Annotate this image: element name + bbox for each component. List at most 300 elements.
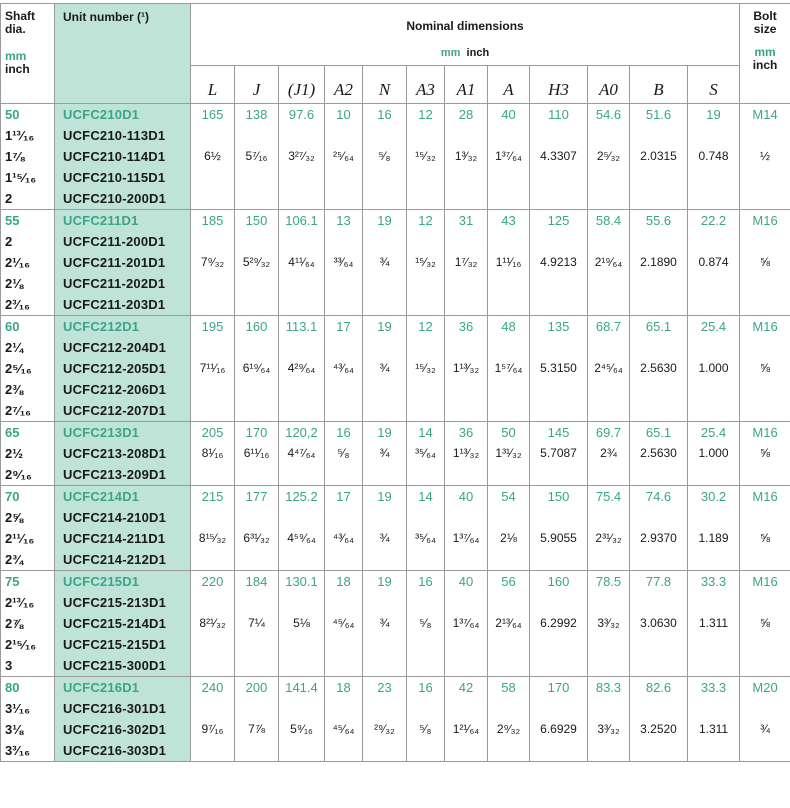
dimension-inch-value: 5.9055 (540, 531, 577, 545)
shaft-inch-value: 2⁹⁄₁₆ (5, 467, 32, 482)
dimension-cell (407, 104, 445, 210)
dimension-cell (630, 316, 688, 422)
dimension-inch-value: 2¹⁹⁄₆₄ (594, 255, 623, 269)
dimension-inch-value: 3.0630 (640, 616, 677, 630)
shaft-dia-cell (1, 571, 55, 677)
bolt-inch-value: ½ (760, 149, 771, 163)
unit-inch-value: UCFC213-209D1 (63, 467, 167, 482)
dimension-inch-value: 1³⁷⁄₆₄ (495, 149, 522, 163)
unit-inch-value: UCFC216-302D1 (63, 722, 167, 737)
dimension-cell (363, 422, 407, 486)
unit-group-row (1, 677, 790, 762)
shaft-mm-value: 55 (5, 213, 20, 228)
dimension-inch-value: 7¹¹⁄₁₆ (199, 361, 226, 375)
dimension-inch-value: 3²⁷⁄₃₂ (288, 149, 315, 163)
column-header: A2 (325, 66, 363, 104)
dimension-inch-value: 6½ (204, 149, 221, 163)
dimension-mm-value: 40 (458, 574, 474, 589)
unit-mm-value: UCFC216D1 (63, 680, 140, 695)
dimension-cell (445, 677, 488, 762)
dimension-cell (588, 677, 630, 762)
dimension-inch-value: ⁴⁵⁄₆₄ (332, 616, 355, 630)
dimension-cell (445, 571, 488, 677)
dimension-inch-value: 6³¹⁄₃₂ (243, 531, 270, 545)
dimension-mm-value: 18 (336, 680, 351, 695)
dimension-mm-value: 120,2 (285, 425, 318, 440)
dimension-cell (235, 422, 279, 486)
dimension-cell (191, 677, 235, 762)
unit-inch-value: UCFC214-212D1 (63, 552, 167, 567)
dimension-mm-value: 12 (418, 213, 433, 228)
dimension-mm-value: 220 (201, 574, 224, 589)
dimension-cell (445, 316, 488, 422)
shaft-dia-cell (1, 486, 55, 571)
dimension-inch-value: 2³¹⁄₃₂ (595, 531, 622, 545)
dimension-mm-value: 13 (336, 213, 351, 228)
unit-number-cell (55, 677, 191, 762)
dimension-mm-value: 240 (201, 680, 224, 695)
unit-mm-value: UCFC211D1 (63, 213, 139, 228)
bolt-inch-label: inch (752, 58, 778, 72)
dimension-mm-value: 106.1 (285, 213, 318, 228)
unit-number-header (55, 4, 191, 104)
shaft-mm-label: mm (5, 49, 27, 63)
dimension-cell (325, 677, 363, 762)
shaft-inch-value: 2⅞ (5, 616, 24, 631)
dimension-cell (279, 316, 325, 422)
unit-inch-value: UCFC211-201D1 (63, 255, 166, 270)
dimension-cell (488, 486, 530, 571)
dimension-inch-value: 5⁷⁄₁₆ (245, 149, 268, 163)
dimension-inch-value: 5.3150 (540, 361, 577, 375)
unit-inch-value: UCFC215-300D1 (63, 658, 167, 673)
dimension-mm-value: 58.4 (595, 213, 622, 228)
dimension-inch-value: ¹⁵⁄₃₂ (415, 255, 436, 269)
dimension-cell (235, 677, 279, 762)
shaft-inch-value: 2⅜ (5, 382, 24, 397)
bolt-size-cell (740, 316, 790, 422)
dimension-cell (279, 486, 325, 571)
dimension-cell (688, 486, 740, 571)
dimension-mm-value: 19 (377, 489, 392, 504)
dimension-inch-value: ¾ (379, 255, 390, 269)
unit-group-row (1, 316, 790, 422)
bolt-inch-value: ⅝ (760, 446, 771, 460)
dimension-inch-value: 8¹⁵⁄₃₂ (198, 531, 227, 545)
dimension-mm-value: 40 (458, 489, 474, 504)
dimension-mm-value: 150 (245, 213, 268, 228)
dimension-inch-value: 3³⁄₃₂ (597, 616, 620, 630)
dimension-mm-value: 141.4 (285, 680, 318, 695)
dimension-mm-value: 75.4 (595, 489, 622, 504)
dimension-inch-value: 1.189 (698, 531, 729, 545)
bolt-size-cell (740, 571, 790, 677)
shaft-inch-value: 2⁵⁄₁₆ (5, 361, 32, 376)
dimension-mm-value: 16 (377, 107, 392, 122)
dimension-inch-value: 2¾ (600, 446, 617, 460)
dimension-inch-value: 4¹¹⁄₆₄ (288, 255, 315, 269)
shaft-dia-cell (1, 210, 55, 316)
dimension-cell (488, 422, 530, 486)
dimension-inch-value: ⁴³⁄₆₄ (333, 361, 354, 375)
unit-mm-value: UCFC210D1 (63, 107, 140, 122)
dimension-mm-value: 55.6 (645, 213, 672, 228)
shaft-inch-value: 3⅛ (5, 722, 24, 737)
unit-inch-value: UCFC210-113D1 (63, 128, 166, 143)
dimension-mm-value: 97.6 (288, 107, 315, 122)
dimension-mm-value: 36 (458, 319, 474, 334)
dimension-mm-value: 50 (501, 425, 516, 440)
shaft-inch-value: 3 (5, 658, 13, 673)
dimension-inch-value: 8²¹⁄₃₂ (199, 616, 226, 630)
unit-inch-value: UCFC210-200D1 (63, 191, 167, 206)
dimension-inch-value: 2.0315 (640, 149, 677, 163)
dimension-inch-value: 0.748 (698, 149, 729, 163)
units-mm-label: mm (440, 46, 461, 59)
dimension-mm-value: 170 (547, 680, 570, 695)
dimension-mm-value: 17 (336, 489, 351, 504)
dimension-mm-value: 110 (548, 107, 569, 122)
dimension-inch-value: 1³¹⁄₃₂ (495, 446, 522, 460)
dimension-inch-value: 1³⁷⁄₆₄ (452, 531, 480, 545)
dimension-cell (445, 486, 488, 571)
dimension-inch-value: 2⁵⁄₃₂ (596, 149, 621, 163)
bolt-size-cell (740, 486, 790, 571)
dimension-cell (630, 210, 688, 316)
dimension-cell (630, 571, 688, 677)
dimension-cell (588, 316, 630, 422)
dimension-cell (325, 316, 363, 422)
dimension-mm-value: 78.5 (595, 574, 622, 589)
bolt-mm-value: M16 (752, 319, 778, 334)
dimension-inch-value: 0.874 (698, 255, 729, 269)
dimension-mm-value: 138 (245, 107, 268, 122)
dimension-cell (530, 422, 588, 486)
dimension-mm-value: 19 (377, 213, 392, 228)
shaft-inch-value: 2¹⁄₁₆ (5, 255, 31, 270)
column-header: A0 (588, 66, 630, 104)
dimension-mm-value: 23 (377, 680, 392, 695)
dimension-cell (488, 316, 530, 422)
dimension-cell (630, 422, 688, 486)
dimension-inch-value: 5²⁹⁄₃₂ (242, 255, 271, 269)
dimension-mm-value: 113.1 (285, 319, 318, 334)
dimension-mm-value: 54.6 (595, 107, 622, 122)
dimension-cell (407, 486, 445, 571)
dimension-mm-value: 33.3 (700, 680, 727, 695)
dimension-cell (630, 104, 688, 210)
dimension-mm-value: 25.4 (700, 425, 727, 440)
dimension-cell (445, 422, 488, 486)
dimension-cell (235, 210, 279, 316)
dimension-inch-value: 7⁹⁄₃₂ (200, 255, 225, 269)
table-body (1, 104, 790, 762)
dimension-cell (530, 677, 588, 762)
unit-inch-value: UCFC215-213D1 (63, 595, 167, 610)
dimension-cell (279, 677, 325, 762)
column-header: B (630, 66, 688, 104)
nominal-dimensions-header (191, 4, 740, 66)
dimension-mm-value: 19 (706, 107, 721, 122)
dimension-inch-value: 5⅛ (293, 616, 310, 630)
dimension-inch-value: ⁵⁄₈ (419, 722, 432, 736)
shaft-dia-cell (1, 677, 55, 762)
unit-inch-value: UCFC212-204D1 (63, 340, 167, 355)
dimension-inch-value: ⁴⁵⁄₆₄ (332, 722, 355, 736)
bolt-size-cell (740, 677, 790, 762)
dimension-mm-value: 74.6 (645, 489, 672, 504)
dimension-mm-value: 42 (458, 680, 474, 695)
dimension-cell (445, 210, 488, 316)
unit-inch-value: UCFC212-207D1 (63, 403, 167, 418)
dimension-mm-value: 19 (377, 319, 392, 334)
unit-inch-value: UCFC211-202D1 (63, 276, 166, 291)
shaft-inch-value: 2½ (5, 446, 24, 461)
shaft-inch-value: 1¹³⁄₁₆ (5, 128, 35, 143)
dimension-cell (325, 104, 363, 210)
dimension-cell (488, 210, 530, 316)
column-header: N (363, 66, 407, 104)
unit-group-row (1, 422, 790, 486)
dimension-mm-value: 25.4 (700, 319, 727, 334)
dimension-cell (530, 486, 588, 571)
dimension-mm-value: 83.3 (595, 680, 622, 695)
unit-inch-value: UCFC211-203D1 (63, 297, 166, 312)
shaft-mm-value: 50 (5, 107, 20, 122)
shaft-inch-value: 2³⁄₁₆ (5, 297, 31, 312)
column-header: H3 (530, 66, 588, 104)
dimension-mm-value: 177 (245, 489, 268, 504)
dimension-inch-value: 6.6929 (540, 722, 577, 736)
dimension-inch-value: 7¼ (248, 616, 265, 630)
dimension-cell (279, 571, 325, 677)
dimension-cell (688, 104, 740, 210)
dimension-inch-value: ²⁵⁄₆₄ (333, 149, 354, 163)
dimension-inch-value: 6¹⁹⁄₆₄ (242, 361, 271, 375)
dimension-mm-value: 12 (418, 107, 433, 122)
dimension-cell (407, 316, 445, 422)
dimension-mm-value: 22.2 (700, 213, 727, 228)
dimension-mm-value: 58 (501, 680, 516, 695)
dimension-mm-value: 48 (501, 319, 516, 334)
dimension-inch-value: 1³⁷⁄₆₄ (452, 616, 480, 630)
shaft-inch-value: 2⅝ (5, 510, 24, 525)
shaft-mm-value: 80 (5, 680, 20, 695)
dimension-cell (279, 104, 325, 210)
dimension-mm-value: 19 (377, 574, 392, 589)
dimension-inch-value: ¾ (379, 361, 390, 375)
bolt-mm-value: M16 (752, 425, 778, 440)
shaft-inch-value: 2¼ (5, 340, 24, 355)
dimension-inch-value: 1.311 (698, 722, 729, 736)
dimension-inch-value: 2⅛ (500, 531, 517, 545)
dimension-mm-value: 30.2 (700, 489, 727, 504)
dimension-cell (363, 210, 407, 316)
dimension-inch-value: 8¹⁄₁₆ (201, 446, 224, 460)
dimension-cell (191, 571, 235, 677)
unit-inch-value: UCFC210-115D1 (63, 170, 166, 185)
dimension-cell (588, 571, 630, 677)
dimension-cell (363, 104, 407, 210)
dimension-inch-value: 4.9213 (540, 255, 577, 269)
dimension-inch-value: 1¹³⁄₃₂ (452, 446, 480, 460)
dimension-inch-value: ¾ (379, 616, 390, 630)
dimension-mm-value: 69.7 (595, 425, 622, 440)
dimension-cell (191, 486, 235, 571)
dimension-inch-value: ³³⁄₆₄ (333, 255, 354, 269)
shaft-dia-header (1, 4, 55, 104)
shaft-inch-value: 2⅛ (5, 276, 24, 291)
dimension-mm-value: 18 (336, 574, 351, 589)
dimension-mm-value: 135 (547, 319, 570, 334)
shaft-inch-value: 2¹³⁄₁₆ (5, 595, 35, 610)
dimension-mm-value: 14 (418, 489, 433, 504)
unit-inch-value: UCFC214-210D1 (63, 510, 167, 525)
nominal-dimensions-label: Nominal dimensions (406, 18, 524, 33)
dimension-mm-value: 19 (377, 425, 392, 440)
dimension-mm-value: 43 (501, 213, 516, 228)
dimension-mm-value: 150 (547, 489, 570, 504)
dimension-cell (688, 677, 740, 762)
shaft-mm-value: 70 (5, 489, 20, 504)
dimension-mm-value: 65.1 (645, 425, 672, 440)
unit-number-cell (55, 486, 191, 571)
shaft-dia-cell (1, 316, 55, 422)
unit-inch-value: UCFC214-211D1 (63, 531, 166, 546)
dimension-inch-value: 1⁷⁄₃₂ (454, 255, 478, 269)
dimension-cell (279, 422, 325, 486)
shaft-inch-value: 2 (5, 234, 13, 249)
dimension-mm-value: 40 (501, 107, 516, 122)
dimension-mm-value: 130.1 (285, 574, 318, 589)
unit-inch-value: UCFC215-214D1 (63, 616, 167, 631)
column-header: A (488, 66, 530, 104)
dimension-cell (407, 571, 445, 677)
dimension-cell (688, 210, 740, 316)
unit-inch-value: UCFC215-215D1 (63, 637, 167, 652)
shaft-dia-cell (1, 104, 55, 210)
dimension-mm-value: 56 (501, 574, 516, 589)
header-row-1 (1, 4, 790, 66)
dimension-mm-value: 77.8 (645, 574, 672, 589)
bolt-size-header (740, 4, 790, 104)
dimension-cell (488, 677, 530, 762)
unit-group-row (1, 210, 790, 316)
bolt-inch-value: ⅝ (760, 255, 771, 269)
column-header: A3 (407, 66, 445, 104)
dimension-mm-value: 145 (547, 425, 570, 440)
dimension-inch-value: 5⁹⁄₁₆ (290, 722, 313, 736)
dimension-inch-value: ¾ (379, 531, 390, 545)
dimension-inch-value: 1.000 (698, 446, 729, 460)
dimension-inch-value: 2.5630 (640, 361, 677, 375)
unit-group-row (1, 571, 790, 677)
bolt-size-cell (740, 210, 790, 316)
unit-number-cell (55, 571, 191, 677)
unit-inch-value: UCFC216-301D1 (63, 701, 167, 716)
dimension-inch-value: ⁵⁄₈ (378, 149, 391, 163)
shaft-mm-value: 75 (5, 574, 20, 589)
dimension-inch-value: 1¹¹⁄₁₆ (495, 255, 522, 269)
dimension-cell (488, 571, 530, 677)
dimension-inch-value: ³⁵⁄₆₄ (415, 446, 436, 460)
dimension-mm-value: 205 (201, 425, 224, 440)
shaft-mm-value: 60 (5, 319, 20, 334)
dimension-inch-value: ¹⁵⁄₃₂ (415, 361, 436, 375)
dimension-cell (191, 210, 235, 316)
column-header: A1 (445, 66, 488, 104)
dimension-cell (488, 104, 530, 210)
dimension-mm-value: 185 (201, 213, 224, 228)
shaft-inch-value: 2¹¹⁄₁₆ (5, 531, 35, 546)
dimension-inch-value: 1¹³⁄₃₂ (452, 361, 480, 375)
column-header: L (191, 66, 235, 104)
shaft-inch-label: inch (5, 62, 30, 76)
bolt-mm-label: mm (754, 45, 776, 59)
dimension-inch-value: ⁵⁄₈ (419, 616, 432, 630)
shaft-mm-value: 65 (5, 425, 20, 440)
dimension-inch-value: 4²⁹⁄₆₄ (287, 361, 316, 375)
dimension-inch-value: 4⁵⁹⁄₆₄ (287, 531, 316, 545)
dimension-mm-value: 51.6 (645, 107, 672, 122)
dimension-mm-value: 170 (245, 425, 268, 440)
dimension-inch-value: 2.5630 (640, 446, 677, 460)
unit-number-cell (55, 422, 191, 486)
unit-number-cell (55, 210, 191, 316)
dimension-inch-value: 1⁵⁷⁄₆₄ (494, 361, 523, 375)
dimension-mm-value: 125.2 (285, 489, 318, 504)
dimension-cell (325, 210, 363, 316)
dimension-mm-value: 16 (418, 680, 433, 695)
dimension-cell (530, 210, 588, 316)
unit-mm-value: UCFC215D1 (63, 574, 140, 589)
dimension-inch-value: 4.3307 (540, 149, 577, 163)
dimension-mm-value: 33.3 (700, 574, 727, 589)
dimension-mm-value: 68.7 (595, 319, 622, 334)
dimension-inch-value: 1.000 (698, 361, 729, 375)
bolt-inch-value: ⅝ (760, 616, 771, 630)
bolt-mm-value: M20 (752, 680, 778, 695)
unit-mm-value: UCFC212D1 (63, 319, 140, 334)
unit-mm-value: UCFC214D1 (63, 489, 140, 504)
bolt-mm-value: M16 (752, 213, 778, 228)
dimension-mm-value: 36 (458, 425, 474, 440)
shaft-dia-label: Shaft dia. (5, 9, 35, 36)
dimension-cell (363, 677, 407, 762)
dimension-mm-value: 10 (336, 107, 351, 122)
dimension-inch-value: ¹⁵⁄₃₂ (415, 149, 436, 163)
shaft-inch-value: 2¹⁵⁄₁₆ (5, 637, 37, 652)
dimension-inch-value: ⁵⁄₈ (337, 446, 350, 460)
dimension-table (0, 3, 790, 762)
dimension-cell (325, 571, 363, 677)
dimension-cell (191, 422, 235, 486)
bolt-inch-value: ¾ (760, 722, 771, 736)
shaft-inch-value: 3¹⁄₁₆ (5, 701, 31, 716)
dimension-inch-value: 5.7087 (540, 446, 577, 460)
dimension-inch-value: 2⁴⁵⁄₆₄ (594, 361, 623, 375)
dimension-cell (191, 104, 235, 210)
dimension-inch-value: 4⁴⁷⁄₆₄ (287, 446, 316, 460)
dimension-cell (279, 210, 325, 316)
unit-inch-value: UCFC210-114D1 (63, 149, 166, 164)
dimension-cell (530, 571, 588, 677)
dimension-inch-value: 6¹¹⁄₁₆ (243, 446, 270, 460)
dimension-cell (588, 486, 630, 571)
dimension-mm-value: 12 (418, 319, 433, 334)
dimension-mm-value: 54 (501, 489, 516, 504)
unit-number-label: Unit number (¹) (63, 10, 149, 24)
